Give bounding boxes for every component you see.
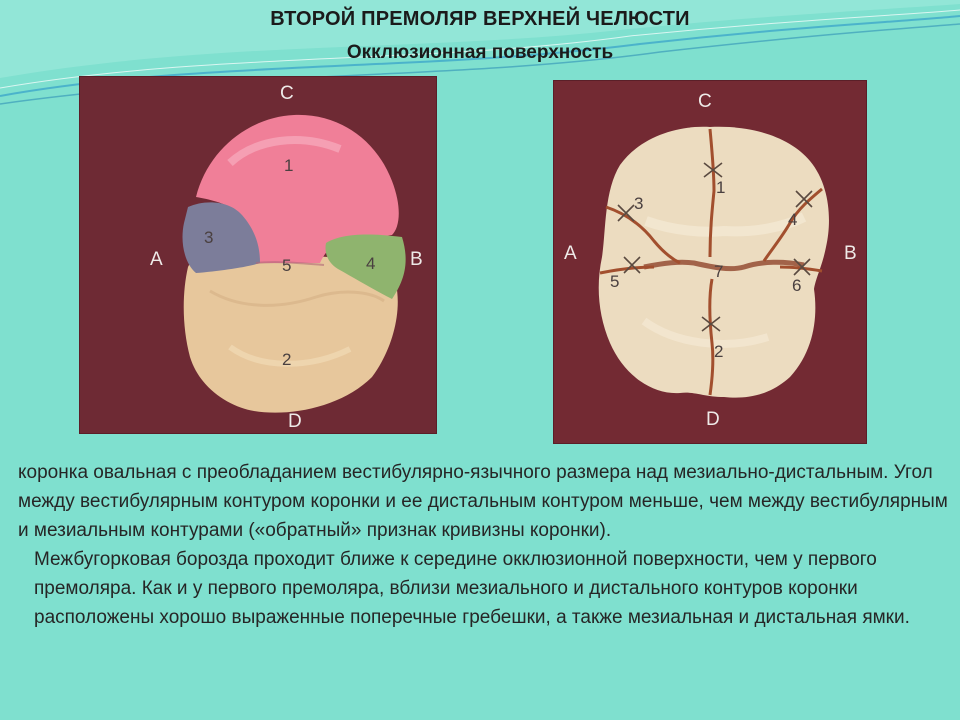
left-label-a: A bbox=[150, 249, 163, 270]
right-label-4: 4 bbox=[788, 210, 798, 229]
left-tooth-drawing bbox=[80, 77, 436, 433]
left-label-1: 1 bbox=[284, 156, 294, 175]
right-label-5: 5 bbox=[610, 272, 620, 291]
left-label-c: C bbox=[280, 83, 294, 104]
right-label-a: A bbox=[564, 243, 577, 264]
left-label-3: 3 bbox=[204, 228, 214, 247]
left-tooth-figure bbox=[79, 76, 437, 434]
right-label-1: 1 bbox=[716, 178, 726, 197]
right-label-2: 2 bbox=[714, 342, 724, 361]
right-label-c: C bbox=[698, 91, 712, 112]
left-label-4: 4 bbox=[366, 254, 376, 273]
left-label-d: D bbox=[288, 411, 302, 432]
slide-subtitle: Окклюзионная поверхность bbox=[346, 42, 614, 63]
left-label-2: 2 bbox=[282, 350, 292, 369]
paragraph-2: Межбугорковая борозда проходит ближе к середине окклюзионной поверхности, чем у первого премоляра. Как и у первого премоляра, вблизи мезиального и дистального контуров коронки расположены хорошо выраженные поперечные гребешки, а также мезиальная и дистальная ямки. bbox=[34, 549, 910, 628]
right-label-7: 7 bbox=[714, 262, 724, 281]
left-label-5: 5 bbox=[282, 256, 292, 275]
right-label-6: 6 bbox=[792, 276, 802, 295]
left-label-b: B bbox=[410, 249, 423, 270]
right-label-d: D bbox=[706, 409, 720, 430]
right-tooth-drawing bbox=[554, 81, 866, 443]
paragraph-1: коронка овальная с преобладанием вестибулярно-язычного размера над мезиально-дистальным. Угол между вестибулярным контуром коронки и ее дистальным контуром меньше, чем между вестибулярным и мезиальным контурами («обратный» признак кривизны коронки). bbox=[18, 462, 948, 541]
right-tooth-figure bbox=[553, 80, 867, 444]
right-label-3: 3 bbox=[634, 194, 644, 213]
slide-title: ВТОРОЙ ПРЕМОЛЯР ВЕРХНЕЙ ЧЕЛЮСТИ bbox=[270, 8, 690, 30]
right-label-b: B bbox=[844, 243, 857, 264]
description-text bbox=[12, 458, 952, 632]
